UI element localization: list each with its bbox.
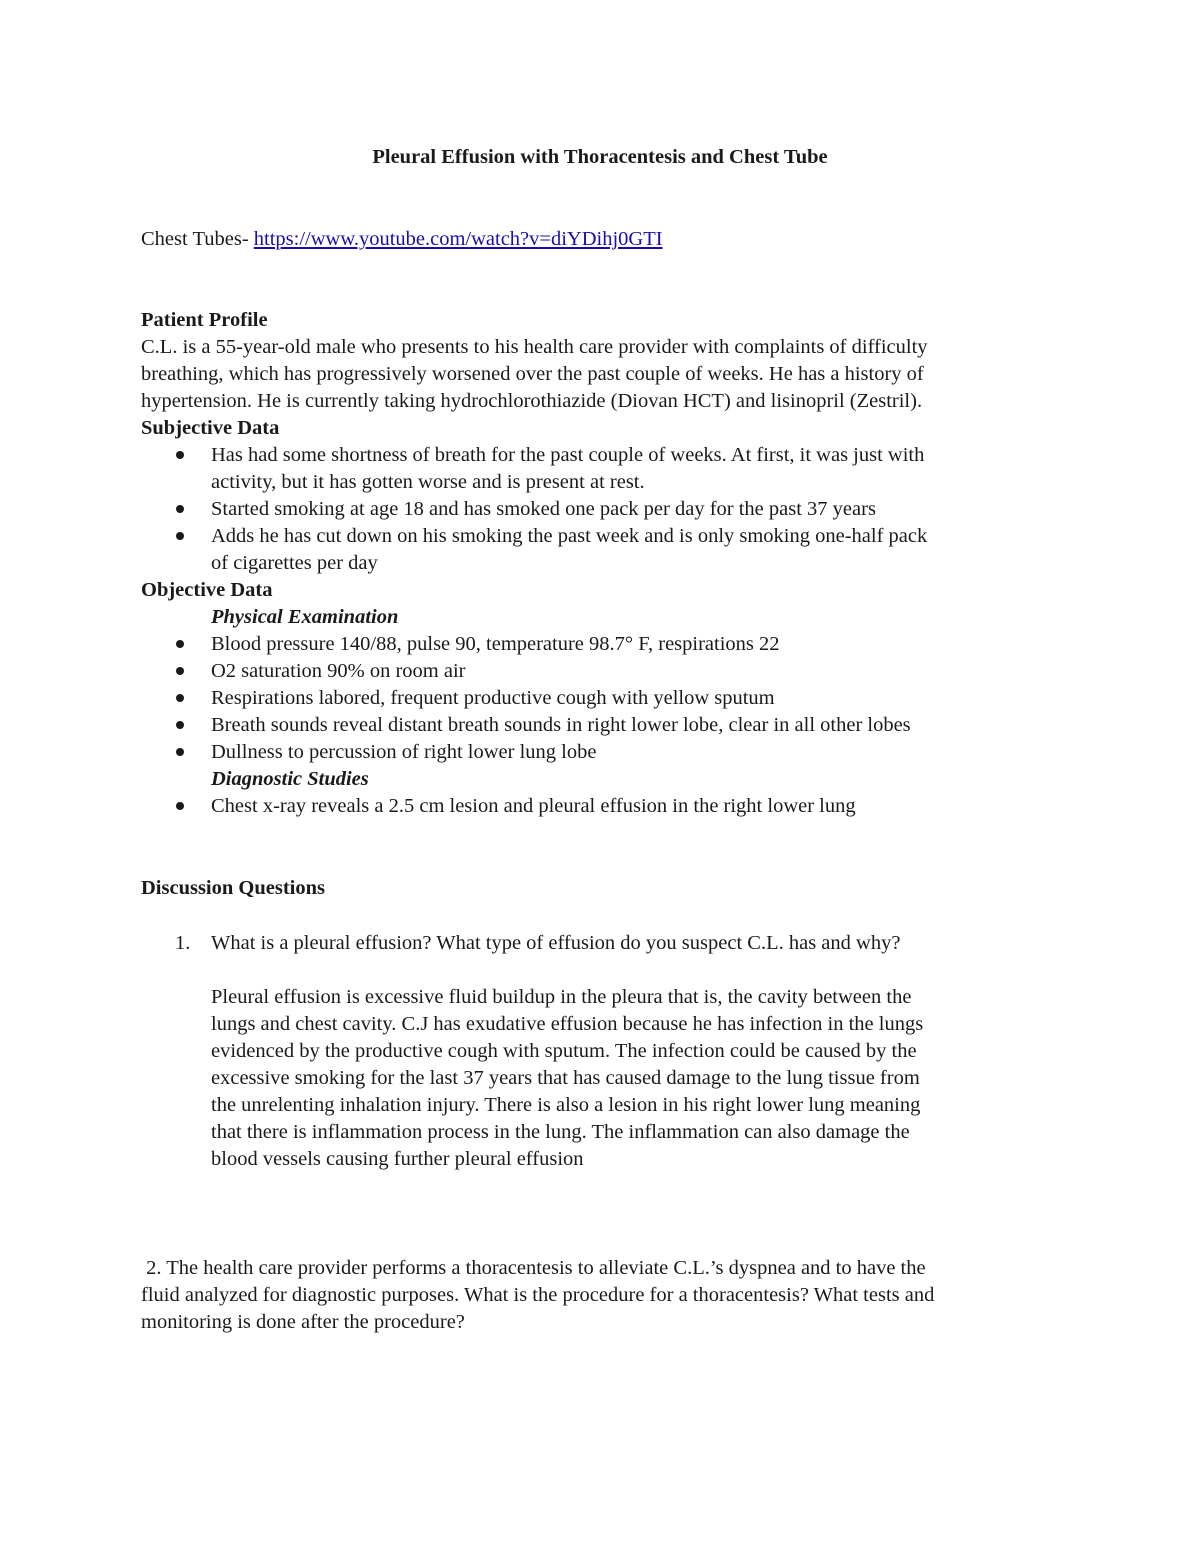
physical-exam-item: Blood pressure 140/88, pulse 90, temperature 98.7° F, respirations 22 <box>211 633 780 655</box>
bullet-icon <box>176 802 184 810</box>
physical-exam-item: Dullness to percussion of right lower lung lobe <box>211 741 597 763</box>
bullet-icon <box>176 748 184 756</box>
question-2-line: fluid analyzed for diagnostic purposes. What is the procedure for a thoracentesis? What tests and <box>141 1284 935 1306</box>
answer-1-line: blood vessels causing further pleural effusion <box>211 1148 584 1170</box>
physical-exam-item: O2 saturation 90% on room air <box>211 660 466 682</box>
diagnostic-item: Chest x-ray reveals a 2.5 cm lesion and pleural effusion in the right lower lung <box>211 795 856 817</box>
document-title: Pleural Effusion with Thoracentesis and Chest Tube <box>372 146 828 168</box>
answer-1-line: the unrelenting inhalation injury. There is also a lesion in his right lower lung meaning <box>211 1094 921 1116</box>
subjective-item-line: Started smoking at age 18 and has smoked one pack per day for the past 37 years <box>211 498 876 520</box>
patient-profile-line: breathing, which has progressively worsened over the past couple of weeks. He has a history of <box>141 363 924 385</box>
subjective-item-line: Adds he has cut down on his smoking the past week and is only smoking one-half pack <box>211 525 928 547</box>
physical-exam-item: Breath sounds reveal distant breath sounds in right lower lobe, clear in all other lobes <box>211 714 911 736</box>
subjective-data-heading: Subjective Data <box>141 417 280 439</box>
question-1-text: What is a pleural effusion? What type of effusion do you suspect C.L. has and why? <box>211 932 901 954</box>
diagnostic-studies-heading: Diagnostic Studies <box>211 768 369 790</box>
subjective-item-line: of cigarettes per day <box>211 552 378 574</box>
physical-examination-heading: Physical Examination <box>211 606 399 628</box>
physical-exam-item: Respirations labored, frequent productive cough with yellow sputum <box>211 687 775 709</box>
chest-tubes-label: Chest Tubes- <box>141 228 254 250</box>
answer-1-line: Pleural effusion is excessive fluid buildup in the pleura that is, the cavity between the <box>211 986 912 1008</box>
question-number: 1. <box>175 932 191 954</box>
objective-data-heading: Objective Data <box>141 579 273 601</box>
answer-1-line: that there is inflammation process in the lung. The inflammation can also damage the <box>211 1121 910 1143</box>
question-2-line: monitoring is done after the procedure? <box>141 1311 465 1333</box>
bullet-icon <box>176 451 184 459</box>
bullet-icon <box>176 505 184 513</box>
bullet-icon <box>176 532 184 540</box>
answer-1-line: excessive smoking for the last 37 years that has caused damage to the lung tissue from <box>211 1067 920 1089</box>
subjective-item-line: activity, but it has gotten worse and is present at rest. <box>211 471 645 493</box>
subjective-item-line: Has had some shortness of breath for the past couple of weeks. At first, it was just with <box>211 444 925 466</box>
bullet-icon <box>176 667 184 675</box>
bullet-icon <box>176 721 184 729</box>
discussion-questions-heading: Discussion Questions <box>141 877 325 899</box>
question-2-line: 2. The health care provider performs a thoracentesis to alleviate C.L.’s dyspnea and to have the <box>141 1257 926 1279</box>
answer-1-line: evidenced by the productive cough with sputum. The infection could be caused by the <box>211 1040 917 1062</box>
patient-profile-line: hypertension. He is currently taking hydrochlorothiazide (Diovan HCT) and lisinopril (Zestril). <box>141 390 923 412</box>
patient-profile-heading: Patient Profile <box>141 309 268 331</box>
chest-tubes-line <box>141 226 663 253</box>
patient-profile-line: C.L. is a 55-year-old male who presents to his health care provider with complaints of difficulty <box>141 336 928 358</box>
chest-tubes-video-link[interactable]: https://www.youtube.com/watch?v=diYDihj0GTI <box>253 228 663 250</box>
bullet-icon <box>176 694 184 702</box>
answer-1-line: lungs and chest cavity. C.J has exudative effusion because he has infection in the lungs <box>211 1013 924 1035</box>
bullet-icon <box>176 640 184 648</box>
